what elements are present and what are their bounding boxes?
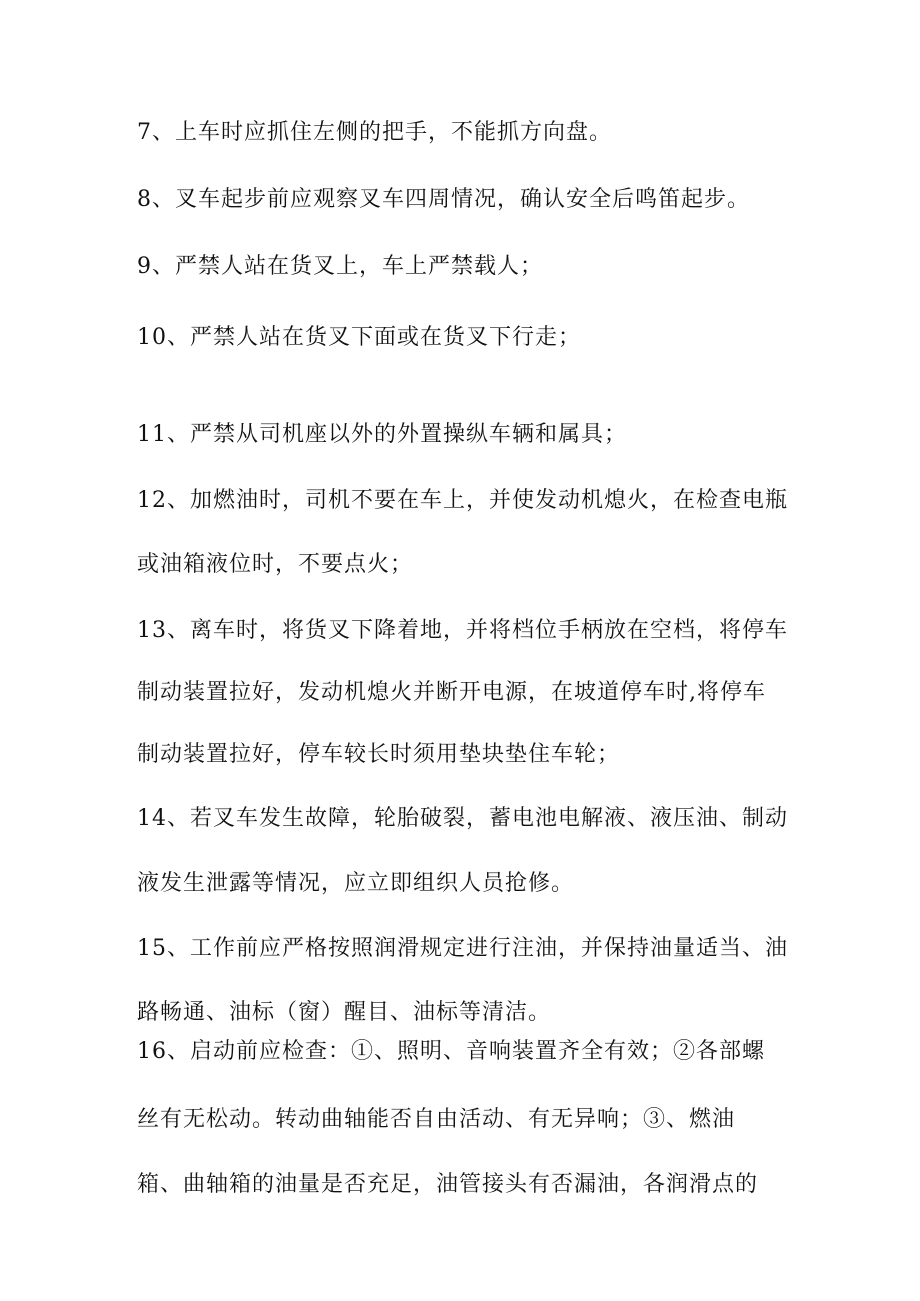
text-line: 10、严禁人站在货叉下面或在货叉下行走； — [137, 325, 581, 350]
text-line: 11、严禁从司机座以外的外置操纵车辆和属具； — [137, 422, 627, 447]
text-line: 制动装置拉好，发动机熄火并断开电源，在坡道停车时,将停车 — [137, 680, 766, 705]
text-line: 制动装置拉好，停车较长时须用垫块垫住车轮； — [137, 742, 621, 767]
text-line: 丝有无松动。转动曲轴能否自由活动、有无异响；③、燃油 — [137, 1107, 736, 1132]
text-line: 15、工作前应严格按照润滑规定进行注油，并保持油量适当、油 — [137, 936, 788, 961]
text-line: 液发生泄露等情况，应立即组织人员抢修。 — [137, 871, 575, 896]
text-line: 7、上车时应抓住左侧的把手，不能抓方向盘。 — [137, 120, 612, 145]
text-line: 14、若叉车发生故障，轮胎破裂，蓄电池电解液、液压油、制动 — [137, 806, 788, 831]
text-line: 12、加燃油时，司机不要在车上，并使发动机熄火，在检查电瓶 — [137, 488, 788, 513]
text-line: 13、离车时，将货叉下降着地，并将档位手柄放在空档，将停车 — [137, 618, 788, 643]
text-line: 16、启动前应检查：①、照明、音响装置齐全有效；②各部螺 — [137, 1039, 765, 1064]
text-line: 9、严禁人站在货叉上，车上严禁载人； — [137, 254, 543, 279]
text-line: 或油箱液位时，不要点火； — [137, 552, 414, 577]
text-line: 8、叉车起步前应观察叉车四周情况，确认安全后鸣笛起步。 — [137, 187, 750, 212]
text-line: 箱、曲轴箱的油量是否充足，油管接头有否漏油，各润滑点的 — [137, 1172, 759, 1197]
text-line: 路畅通、油标（窗）醒目、油标等清洁。 — [137, 1000, 552, 1025]
